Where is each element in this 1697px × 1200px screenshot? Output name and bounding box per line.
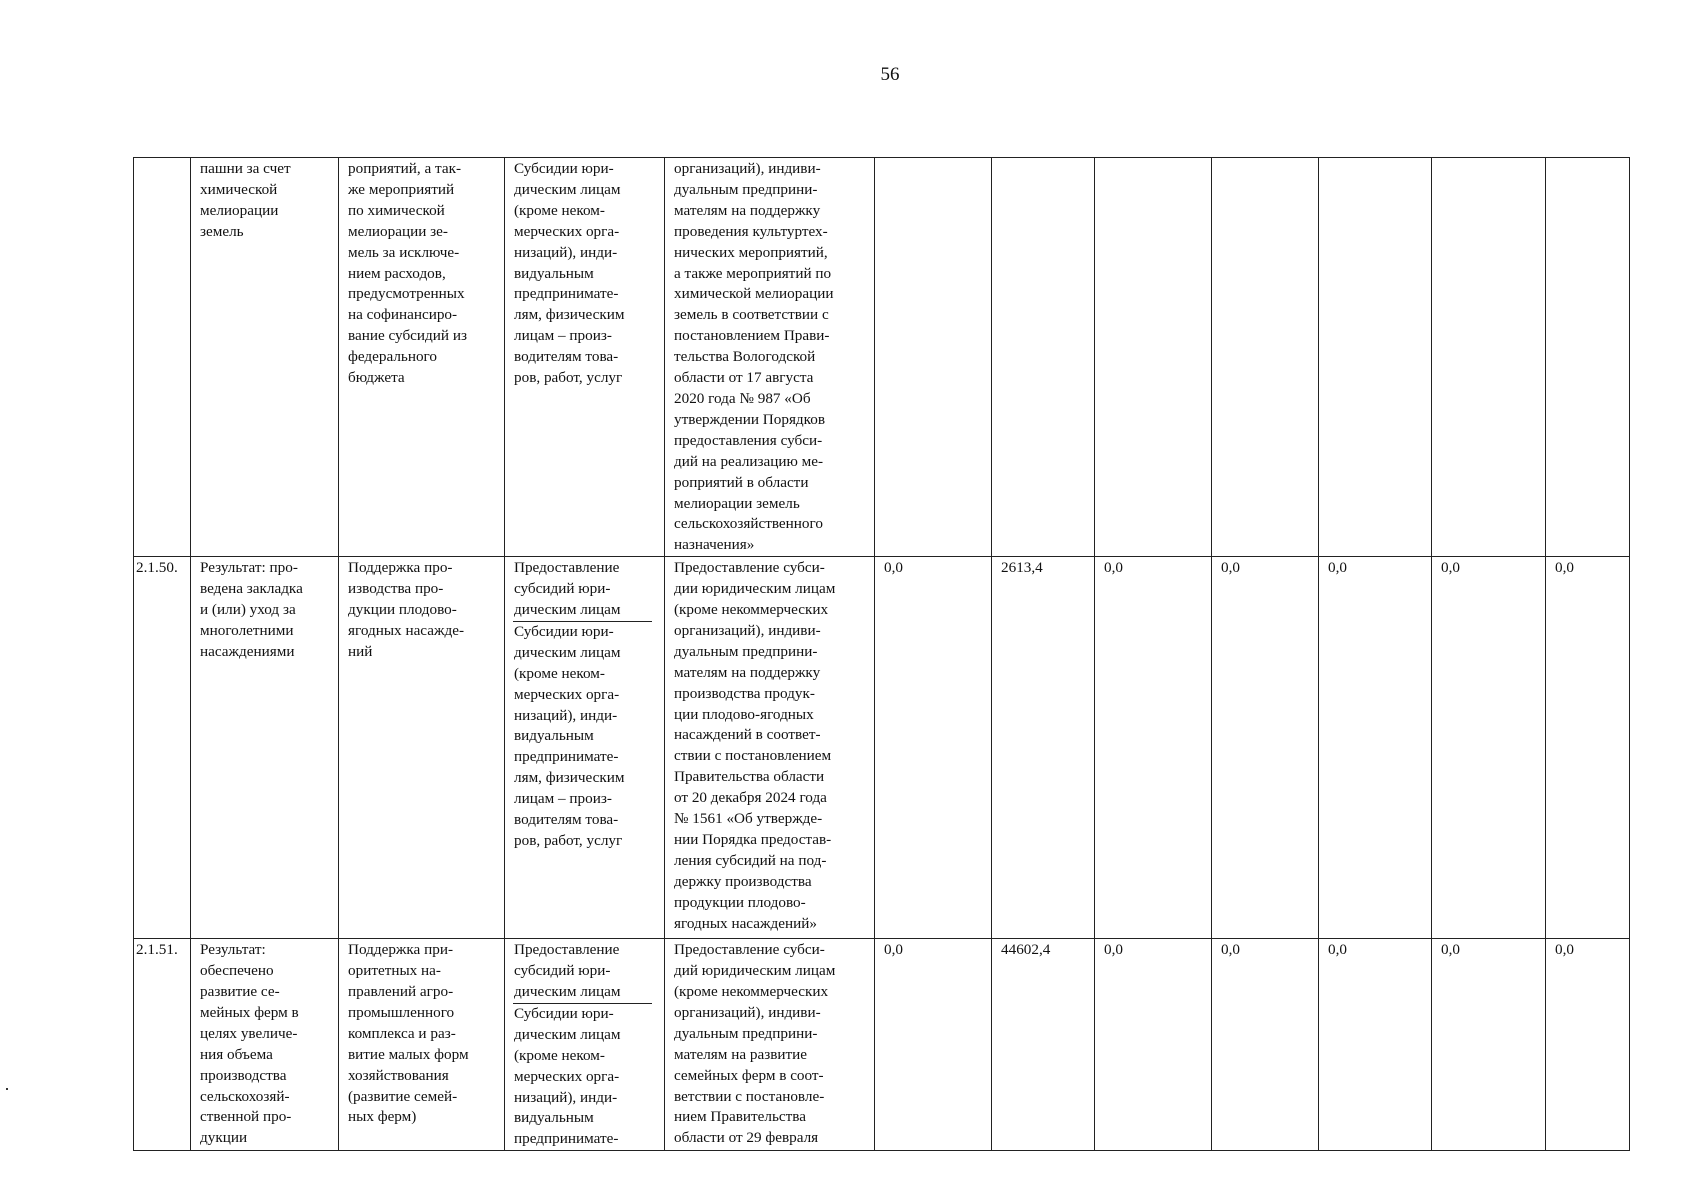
cell-line: развитие се- bbox=[200, 983, 280, 1001]
cell-line: водителям това- bbox=[514, 811, 619, 829]
cell-line: целях увеличе- bbox=[200, 1024, 298, 1042]
cell-line: (кроме неком- bbox=[514, 201, 605, 219]
cell-line: организаций), индиви- bbox=[674, 1003, 821, 1021]
cell-line: дуальным предприни- bbox=[674, 642, 818, 660]
value-cell bbox=[992, 557, 1095, 939]
cell-line: оритетных на- bbox=[348, 962, 441, 980]
cell-line: мелиорации земель bbox=[674, 494, 800, 512]
cell-line: предпринимате- bbox=[514, 285, 619, 303]
cell-line: ягодных насаждений» bbox=[674, 914, 817, 932]
cell-line: а также мероприятий по bbox=[674, 264, 832, 282]
cell-line: низаций), инди- bbox=[514, 1088, 618, 1106]
cell-line: хозяйствования bbox=[348, 1066, 449, 1084]
cell-line: предоставления субси- bbox=[674, 431, 823, 449]
cell-line: ров, работ, услуг bbox=[514, 832, 623, 849]
cell-line: Субсидии юри- bbox=[514, 160, 614, 177]
cell-line: № 1561 «Об утвержде- bbox=[674, 810, 823, 828]
value-cell bbox=[992, 939, 1095, 1151]
cell-line: дий на реализацию ме- bbox=[674, 452, 824, 470]
value-text: 0,0 bbox=[1104, 559, 1123, 577]
cell-line: Правительства области bbox=[674, 768, 825, 786]
cell-line: дическим лицам bbox=[514, 983, 621, 1001]
activity-cell bbox=[339, 939, 505, 1151]
kind-cell bbox=[505, 557, 665, 939]
cell-line: тельства Вологодской bbox=[674, 348, 816, 366]
cell-line: на софинансиро- bbox=[348, 306, 458, 324]
cell-line: нических мероприятий, bbox=[674, 243, 828, 261]
value-text: 0,0 bbox=[1328, 559, 1347, 577]
cell-line: правлений агро- bbox=[348, 983, 454, 1001]
cell-line: насаждениями bbox=[200, 642, 295, 660]
row-number bbox=[134, 939, 191, 1151]
result-cell bbox=[191, 557, 339, 939]
cell-line: химической bbox=[200, 180, 278, 198]
result-cell bbox=[191, 158, 339, 557]
cell-line: продукции плодово- bbox=[674, 893, 806, 911]
value-text: 44602,4 bbox=[1001, 941, 1051, 959]
cell-line: Поддержка про- bbox=[348, 559, 453, 577]
cell-line: по химической bbox=[348, 201, 445, 219]
value-cell bbox=[875, 158, 992, 557]
table-row bbox=[134, 939, 1630, 1151]
cell-line: низаций), инди- bbox=[514, 243, 618, 261]
kind-cell bbox=[505, 939, 665, 1151]
value-text: 0,0 bbox=[1441, 941, 1460, 959]
cell-line: и (или) уход за bbox=[200, 601, 296, 619]
cell-line: мерческих орга- bbox=[514, 1067, 620, 1085]
cell-line: от 20 декабря 2024 года bbox=[674, 789, 827, 807]
cell-line: видуальным bbox=[514, 1109, 594, 1127]
cell-line: Предоставление bbox=[514, 559, 620, 577]
budget-table bbox=[133, 157, 1630, 1151]
cell-line: Результат: bbox=[200, 941, 266, 959]
cell-line: Предоставление bbox=[514, 941, 620, 959]
cell-line: роприятий, а так- bbox=[348, 160, 462, 177]
cell-line: роприятий в области bbox=[674, 473, 809, 491]
cell-line: химической мелиорации bbox=[674, 285, 834, 303]
description-cell bbox=[665, 557, 875, 939]
cell-line: изводства про- bbox=[348, 580, 444, 598]
value-cell bbox=[1095, 939, 1212, 1151]
value-cell bbox=[1095, 557, 1212, 939]
cell-line: предпринимате- bbox=[514, 748, 619, 766]
cell-line: земель в соответствии с bbox=[674, 306, 829, 324]
cell-line: ров, работ, услуг bbox=[514, 369, 623, 387]
cell-line: субсидий юри- bbox=[514, 580, 611, 598]
kind-top bbox=[513, 558, 652, 622]
cell-line: бюджета bbox=[348, 369, 405, 387]
cell-line: сельскохозяйственного bbox=[674, 515, 823, 533]
cell-line: предпринимате- bbox=[514, 1130, 619, 1148]
cell-line: (кроме неком- bbox=[514, 1046, 605, 1064]
value-text: 0,0 bbox=[884, 941, 903, 959]
cell-line: лям, физическим bbox=[514, 306, 625, 324]
kind-top bbox=[513, 940, 652, 1004]
cell-line: (развитие семей- bbox=[348, 1087, 458, 1105]
kind-bottom bbox=[514, 622, 664, 852]
value-cell bbox=[1319, 939, 1432, 1151]
cell-line: пашни за счет bbox=[200, 160, 291, 177]
scan-artifact bbox=[6, 1088, 8, 1090]
row-number-text: 2.1.50. bbox=[136, 559, 178, 577]
value-cell bbox=[1546, 557, 1630, 939]
cell-line: дукции bbox=[200, 1129, 248, 1147]
cell-line: лицам – произ- bbox=[514, 790, 612, 808]
value-text: 0,0 bbox=[1328, 941, 1347, 959]
cell-line: Субсидии юри- bbox=[514, 1004, 614, 1022]
value-text: 0,0 bbox=[1221, 941, 1240, 959]
cell-line: же мероприятий bbox=[348, 180, 455, 198]
value-cell bbox=[875, 939, 992, 1151]
cell-line: утверждении Порядков bbox=[674, 410, 826, 428]
cell-line: мель за исключе- bbox=[348, 243, 460, 261]
value-cell bbox=[1432, 557, 1546, 939]
cell-line: дическим лицам bbox=[514, 1025, 621, 1043]
value-cell bbox=[992, 158, 1095, 557]
cell-line: мателям на поддержку bbox=[674, 663, 821, 681]
cell-line: мелиорации bbox=[200, 201, 279, 219]
cell-line: (кроме некоммерческих bbox=[674, 601, 829, 619]
cell-line: низаций), инди- bbox=[514, 706, 618, 724]
cell-line: дуальным предприни- bbox=[674, 1024, 818, 1042]
value-text: 0,0 bbox=[1555, 559, 1574, 577]
cell-line: вание субсидий из bbox=[348, 327, 467, 345]
cell-line: дическим лицам bbox=[514, 643, 621, 661]
cell-line: ствии с постановлением bbox=[674, 747, 832, 765]
value-cell bbox=[1212, 939, 1319, 1151]
cell-line: дуальным предприни- bbox=[674, 180, 818, 198]
value-cell bbox=[1319, 158, 1432, 557]
cell-line: нии Порядка предостав- bbox=[674, 831, 832, 848]
cell-line: ции плодово-ягодных bbox=[674, 705, 814, 723]
cell-line: витие малых форм bbox=[348, 1045, 469, 1063]
result-cell bbox=[191, 939, 339, 1151]
cell-line: субсидий юри- bbox=[514, 962, 611, 980]
activity-cell bbox=[339, 557, 505, 939]
page-number: 56 bbox=[880, 64, 900, 85]
cell-line: земель bbox=[200, 222, 244, 240]
value-text: 0,0 bbox=[1441, 559, 1460, 577]
cell-line: сельскохозяй- bbox=[200, 1087, 290, 1105]
cell-line: области от 29 февраля bbox=[674, 1129, 819, 1147]
cell-line: ветствии с постановле- bbox=[674, 1087, 825, 1105]
kind-bottom bbox=[514, 1004, 664, 1150]
cell-line: промышленного bbox=[348, 1003, 455, 1021]
value-text: 0,0 bbox=[1221, 559, 1240, 577]
cell-line: мателям на развитие bbox=[674, 1045, 808, 1063]
cell-line: нием Правительства bbox=[674, 1108, 806, 1126]
cell-line: назначения» bbox=[674, 536, 755, 554]
cell-line: насаждений в соответ- bbox=[674, 726, 821, 744]
cell-line: семейных ферм в соот- bbox=[674, 1066, 824, 1084]
cell-line: дий юридическим лицам bbox=[674, 962, 836, 980]
value-cell bbox=[1432, 158, 1546, 557]
value-cell bbox=[1095, 158, 1212, 557]
cell-line: мателям на поддержку bbox=[674, 201, 821, 219]
row-number bbox=[134, 158, 191, 557]
cell-line: мерческих орга- bbox=[514, 685, 620, 703]
cell-line: (кроме некоммерческих bbox=[674, 983, 829, 1001]
cell-line: федерального bbox=[348, 348, 437, 366]
cell-line: производства bbox=[200, 1066, 287, 1084]
cell-line: ягодных насажде- bbox=[348, 621, 464, 639]
value-cell bbox=[1546, 158, 1630, 557]
cell-line: дическим лицам bbox=[514, 180, 621, 198]
cell-line: ных ферм) bbox=[348, 1108, 417, 1126]
cell-line: мерческих орга- bbox=[514, 222, 620, 240]
cell-line: нием расходов, bbox=[348, 264, 446, 282]
value-cell bbox=[1319, 557, 1432, 939]
row-number-text: 2.1.51. bbox=[136, 941, 178, 959]
cell-line: организаций), индиви- bbox=[674, 160, 821, 177]
table-row bbox=[134, 557, 1630, 939]
cell-line: водителям това- bbox=[514, 348, 619, 366]
row-number bbox=[134, 557, 191, 939]
cell-line: видуальным bbox=[514, 264, 594, 282]
cell-line: лям, физическим bbox=[514, 769, 625, 787]
kind-cell bbox=[505, 158, 665, 557]
cell-line: комплекса и раз- bbox=[348, 1024, 456, 1042]
kind-bottom bbox=[514, 159, 664, 389]
description-cell bbox=[665, 939, 875, 1151]
cell-line: ведена закладка bbox=[200, 580, 303, 598]
cell-line: производства продук- bbox=[674, 684, 815, 702]
cell-line: дукции плодово- bbox=[348, 601, 457, 619]
cell-line: лицам – произ- bbox=[514, 327, 612, 345]
cell-line: Предоставление субси- bbox=[674, 941, 825, 959]
value-text: 0,0 bbox=[1104, 941, 1123, 959]
cell-line: мелиорации зе- bbox=[348, 222, 448, 240]
cell-line: проведения культуртех- bbox=[674, 222, 828, 240]
cell-line: ния объема bbox=[200, 1045, 273, 1063]
cell-line: (кроме неком- bbox=[514, 664, 605, 682]
cell-line: предусмотренных bbox=[348, 285, 465, 303]
cell-line: организаций), индиви- bbox=[674, 621, 821, 639]
cell-line: дическим лицам bbox=[514, 601, 621, 619]
cell-line: Субсидии юри- bbox=[514, 622, 614, 640]
cell-line: Предоставление субси- bbox=[674, 559, 825, 577]
cell-line: области от 17 августа bbox=[674, 369, 814, 387]
value-text: 0,0 bbox=[1555, 941, 1574, 959]
cell-line: видуальным bbox=[514, 727, 594, 745]
cell-line: держку производства bbox=[674, 872, 812, 890]
value-cell bbox=[1212, 158, 1319, 557]
value-text: 0,0 bbox=[884, 559, 903, 577]
cell-line: ственной про- bbox=[200, 1108, 292, 1126]
activity-cell bbox=[339, 158, 505, 557]
value-cell bbox=[1212, 557, 1319, 939]
cell-line: 2020 года № 987 «Об bbox=[674, 389, 811, 407]
cell-line: Результат: про- bbox=[200, 559, 298, 577]
cell-line: постановлением Прави- bbox=[674, 327, 830, 345]
cell-line: обеспечено bbox=[200, 962, 274, 980]
cell-line: мейных ферм в bbox=[200, 1003, 299, 1021]
cell-line: Поддержка при- bbox=[348, 941, 453, 959]
value-text: 2613,4 bbox=[1001, 559, 1043, 577]
cell-line: дии юридическим лицам bbox=[674, 580, 836, 598]
description-cell bbox=[665, 158, 875, 557]
cell-line: ний bbox=[348, 642, 373, 660]
table-row bbox=[134, 158, 1630, 557]
cell-line: ления субсидий на под- bbox=[674, 851, 827, 869]
cell-line: многолетними bbox=[200, 621, 294, 639]
value-cell bbox=[1546, 939, 1630, 1151]
value-cell bbox=[875, 557, 992, 939]
value-cell bbox=[1432, 939, 1546, 1151]
